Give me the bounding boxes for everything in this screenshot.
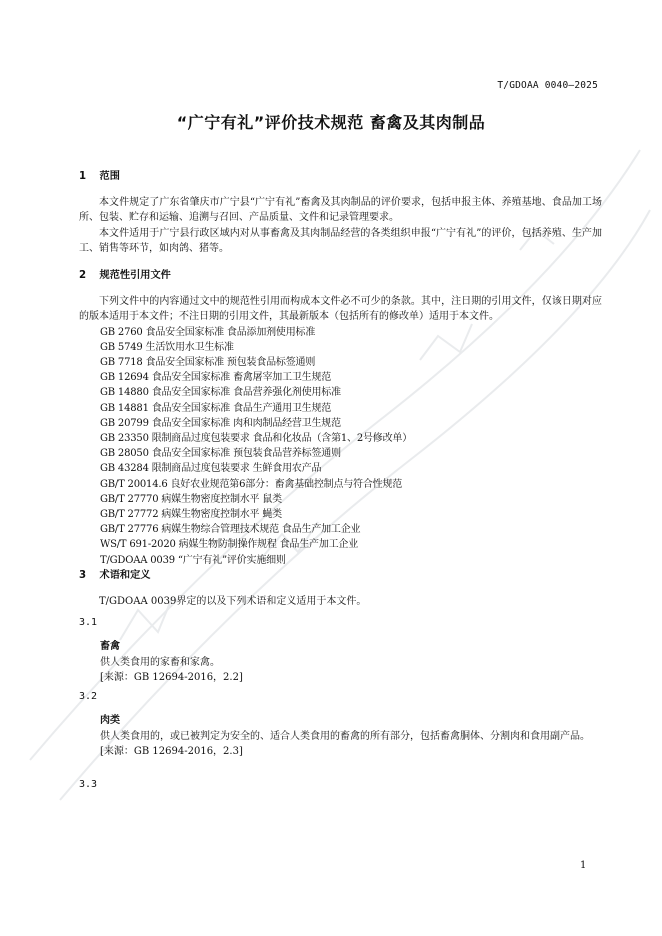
term-entry [79, 689, 602, 759]
term-definition: 供人类食用的家畜和家禽。 [100, 656, 220, 668]
section-title: 范围 [99, 171, 120, 182]
reference-item: T/GDOAA 0039 “广宁有礼”评价实施细则 [100, 554, 286, 566]
reference-item: GB 28050 食品安全国家标准 预包装食品营养标签通则 [100, 448, 341, 460]
reference-item: GB/T 20014.6 良好农业规范第6部分：畜禽基础控制点与符合性规范 [100, 478, 403, 490]
section-heading-terms [79, 568, 602, 583]
reference-item: GB 5749 生活饮用水卫生标准 [100, 341, 234, 353]
reference-item: GB 7718 食品安全国家标准 预包装食品标签通则 [100, 357, 316, 369]
reference-item: GB/T 27776 病媒生物综合管理技术规范 食品生产加工企业 [100, 524, 361, 536]
reference-item: GB 14880 食品安全国家标准 食品营养强化剂使用标准 [100, 387, 341, 399]
reference-item: GB/T 27772 病媒生物密度控制水平 蝇类 [100, 509, 282, 521]
section-title: 规范性引用文件 [99, 270, 171, 282]
reference-list [79, 325, 602, 568]
section-heading-scope [79, 169, 602, 184]
term-name: 畜禽 [100, 641, 120, 653]
term-number: 3.2 [79, 691, 98, 703]
scope-paragraph-1: 本文件规定了广东省肇庆市广宁县“广宁有礼”畜禽及其肉制品的评价要求，包括申报主体、养殖基地、食品加工场所、包装、贮存和运输、追溯与召回、产品质量、文件和记录管理要求。 [79, 197, 602, 224]
reference-item: GB 43284 限制商品过度包装要求 生鲜食用农产品 [100, 463, 322, 475]
term-definition: 供人类食用的，或已被判定为安全的、适合人类食用的畜禽的所有部分，包括畜禽胴体、分割肉和食用副产品。 [100, 730, 590, 742]
reference-item: GB 14881 食品安全国家标准 食品生产通用卫生规范 [100, 402, 332, 414]
section-number: 1 [79, 171, 87, 182]
reference-item: GB 2760 食品安全国家标准 食品添加剂使用标准 [100, 326, 316, 338]
reference-item: GB 23350 限制商品过度包装要求 食品和化妆品（含第1、2号修改单） [100, 433, 413, 445]
reference-item: WS/T 691-2020 病媒生物防制操作规程 食品生产加工企业 [100, 539, 359, 551]
scope-paragraph-2: 本文件适用于广宁县行政区域内对从事畜禽及其肉制品经营的各类组织申报“广宁有礼”的评价，包括养殖、生产加工、销售等环节，如肉鸽、猪等。 [79, 227, 602, 254]
page-number: 1 [580, 860, 587, 871]
reference-item: GB 20799 食品安全国家标准 肉和肉制品经营卫生规范 [100, 417, 341, 429]
term-number: 3.1 [79, 617, 98, 629]
term-source: [来源：GB 12694-2016，2.2] [100, 671, 243, 683]
term-number: 3.3 [79, 778, 98, 790]
section-number: 2 [79, 270, 87, 282]
reference-item: GB/T 27770 病媒生物密度控制水平 鼠类 [100, 493, 282, 505]
term-entry [79, 615, 602, 685]
document-body [79, 169, 602, 801]
reference-item: GB 12694 食品安全国家标准 畜禽屠宰加工卫生规范 [100, 372, 332, 384]
term-source: [来源：GB 12694-2016，2.3] [100, 745, 243, 757]
refs-intro-paragraph: 下列文件中的内容通过文中的规范性引用而构成本文件必不可少的条款。其中，注日期的引用文件，仅该日期对应的版本适用于本文件；不注日期的引用文件，其最新版本（包括所有的修改单）适用于本文件。 [79, 296, 602, 323]
term-name: 肉类 [100, 715, 120, 727]
document-code: T/GDOAA 0040—2025 [497, 80, 598, 91]
terms-intro-paragraph: T/GDOAA 0039界定的以及下列术语和定义适用于本文件。 [99, 596, 367, 608]
term-entry [79, 777, 602, 792]
section-title: 术语和定义 [99, 569, 151, 581]
section-number: 3 [79, 569, 87, 581]
document-title: “广宁有礼”评价技术规范 畜禽及其肉制品 [176, 113, 486, 132]
section-heading-refs [79, 268, 602, 283]
